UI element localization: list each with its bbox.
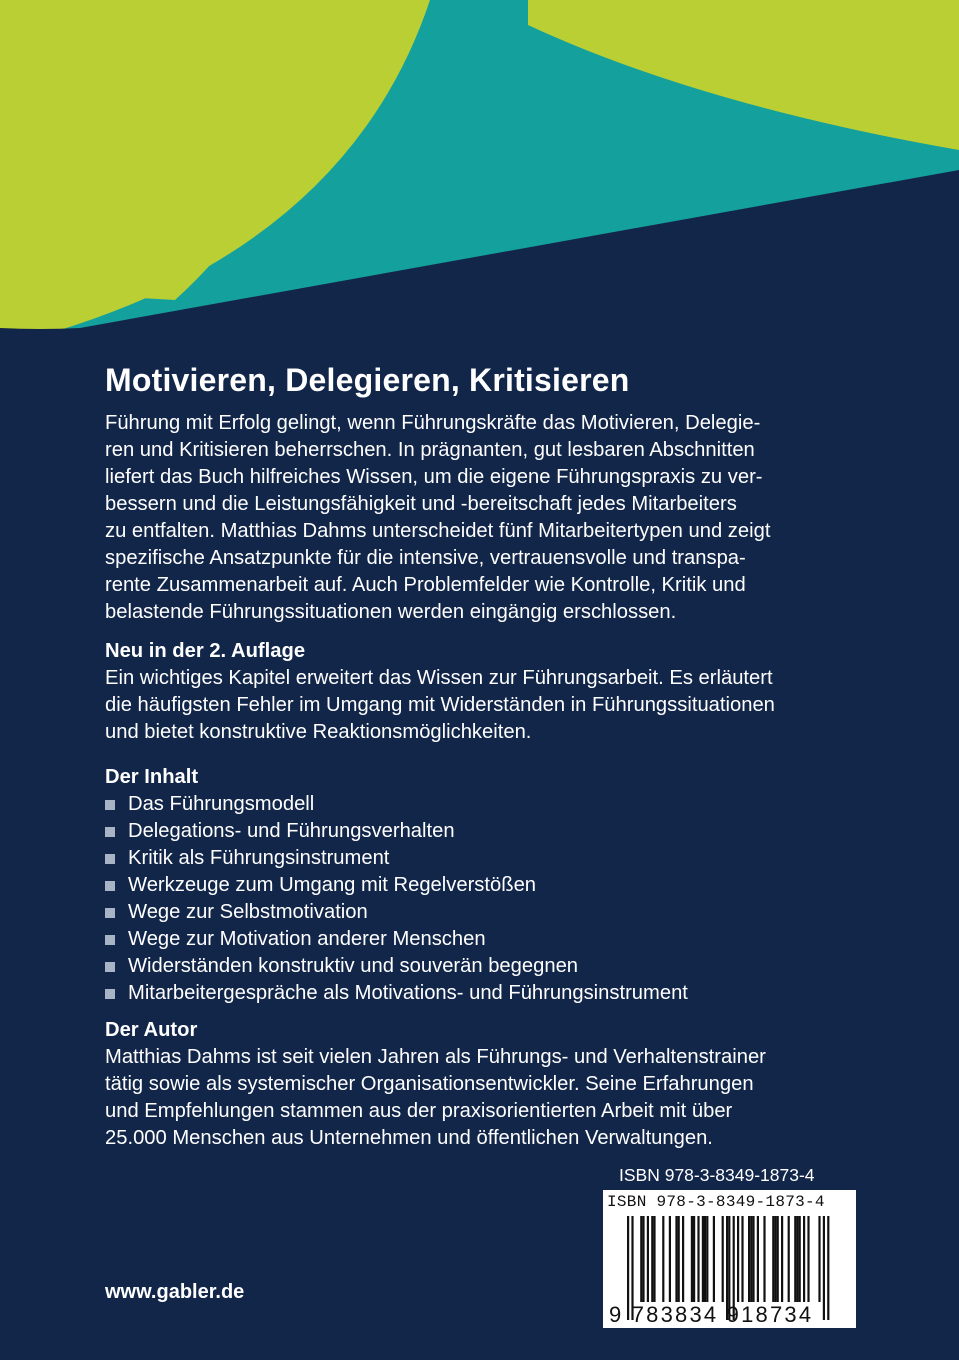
barcode-bar (807, 1216, 809, 1302)
barcode-bar (682, 1216, 684, 1302)
new-edition-paragraph (105, 665, 845, 746)
cover-text (105, 360, 845, 1152)
barcode-bar (827, 1216, 829, 1320)
barcode-bar (823, 1216, 825, 1320)
barcode-bar (662, 1216, 664, 1302)
barcode-digits: 9 783834 918734 (609, 1302, 814, 1327)
square-bullet-icon (105, 989, 115, 999)
intro-line: belastende Führungssituationen werden eingängig erschlossen. (105, 601, 677, 623)
barcode-bar (794, 1216, 796, 1302)
barcode-bar (757, 1216, 759, 1302)
barcode-bar (642, 1216, 644, 1302)
barcode-bar (774, 1216, 776, 1302)
barcode-bar (741, 1216, 743, 1302)
barcode-bar (803, 1216, 805, 1302)
author-line: tätig sowie als systemischer Organisationsentwickler. Seine Erfahrungen (105, 1073, 754, 1095)
barcode-bar (788, 1216, 790, 1302)
barcode-bar (777, 1216, 779, 1302)
barcode-bar (799, 1216, 801, 1302)
list-item: Das Führungsmodell (105, 791, 845, 818)
intro-line: bessern und die Leistungsfähigkeit und -bereitschaft jedes Mitarbeiters (105, 493, 737, 515)
author-line: Matthias Dahms ist seit vielen Jahren als Führungs- und Verhaltenstrainer (105, 1046, 766, 1068)
intro-line: rente Zusammenarbeit auf. Auch Problemfelder wie Kontrolle, Kritik und (105, 574, 746, 596)
barcode-bar (713, 1216, 715, 1302)
list-item: Wege zur Selbstmotivation (105, 899, 845, 926)
new-edition-line: Ein wichtiges Kapitel erweitert das Wissen zur Führungsarbeit. Es erläutert (105, 667, 773, 689)
barcode-bar (818, 1216, 820, 1302)
barcode-bar (693, 1216, 695, 1302)
barcode-bar (653, 1216, 655, 1302)
list-item: Widerständen konstruktiv und souverän begegnen (105, 953, 845, 980)
barcode-bar (704, 1216, 706, 1302)
list-item: Kritik als Führungsinstrument (105, 845, 845, 872)
square-bullet-icon (105, 800, 115, 810)
author-paragraph (105, 1044, 845, 1152)
barcode-bar (691, 1216, 693, 1302)
barcode-bar (647, 1216, 649, 1302)
list-item: Werkzeuge zum Umgang mit Regelverstößen (105, 872, 845, 899)
square-bullet-icon (105, 908, 115, 918)
list-item: Wege zur Motivation anderer Menschen (105, 926, 845, 953)
barcode-bar (669, 1216, 671, 1302)
intro-line: zu entfalten. Matthias Dahms unterscheidet fünf Mitarbeitertypen und zeigt (105, 520, 771, 542)
square-bullet-icon (105, 827, 115, 837)
barcode-bar (750, 1216, 752, 1302)
list-item: Mitarbeitergespräche als Motivations- und Führungsinstrument (105, 980, 845, 1007)
barcode-bar (675, 1216, 677, 1302)
author-heading: Der Autor (105, 1019, 198, 1041)
new-edition-line: und bietet konstruktive Reaktionsmöglichkeiten. (105, 721, 532, 743)
contents-list (105, 791, 845, 1007)
intro-line: Führung mit Erfolg gelingt, wenn Führungskräfte das Motivieren, Delegie- (105, 412, 761, 434)
square-bullet-icon (105, 854, 115, 864)
square-bullet-icon (105, 935, 115, 945)
barcode-bar (772, 1216, 774, 1302)
barcode-bar (752, 1216, 754, 1302)
barcode-bar (737, 1216, 739, 1302)
new-edition-line: die häufigsten Fehler im Umgang mit Widerständen in Führungssituationen (105, 694, 775, 716)
barcode-bar (763, 1216, 765, 1302)
barcode-isbn-text: ISBN 978-3-8349-1873-4 (607, 1193, 825, 1211)
contents-heading: Der Inhalt (105, 766, 199, 788)
barcode (603, 1190, 856, 1328)
list-item: Delegations- und Führungsverhalten (105, 818, 845, 845)
author-line: und Empfehlungen stammen aus der praxisorientierten Arbeit mit über (105, 1100, 733, 1122)
author-line: 25.000 Menschen aus Unternehmen und öffentlichen Verwaltungen. (105, 1127, 713, 1149)
publisher-website: www.gabler.de (105, 1281, 245, 1303)
decorative-header-graphic (0, 0, 959, 340)
barcode-bar (722, 1216, 724, 1302)
intro-paragraph (105, 410, 845, 626)
barcode-bar (748, 1216, 750, 1302)
barcode-bar (678, 1216, 680, 1302)
barcode-bar (640, 1216, 642, 1302)
square-bullet-icon (105, 962, 115, 972)
barcode-bar (651, 1216, 653, 1302)
barcode-bar (697, 1216, 699, 1302)
isbn-label: ISBN 978-3-8349-1873-4 (619, 1165, 815, 1185)
barcode-bar (796, 1216, 798, 1302)
intro-line: ren und Kritisieren beherrschen. In prägnanten, gut lesbaren Abschnitten (105, 439, 755, 461)
intro-line: spezifische Ansatzpunkte für die intensive, vertrauensvolle und transpa- (105, 547, 746, 569)
new-edition-heading: Neu in der 2. Auflage (105, 640, 306, 662)
barcode-bar (702, 1216, 704, 1302)
book-title: Motivieren, Delegieren, Kritisieren (105, 362, 630, 398)
square-bullet-icon (105, 881, 115, 891)
intro-line: liefert das Buch hilfreiches Wissen, um die eigene Führungspraxis zu ver- (105, 466, 763, 488)
barcode-bar (706, 1216, 708, 1302)
barcode-bar (781, 1216, 783, 1302)
